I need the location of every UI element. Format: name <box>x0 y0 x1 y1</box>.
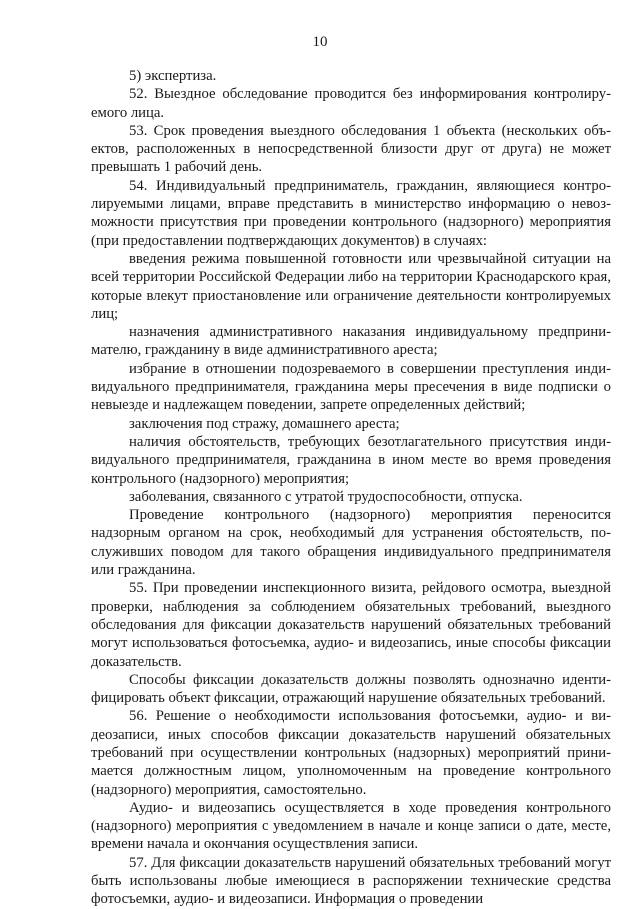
paragraph-55: 55. При проведении инспекционного визита, рейдового осмотра, выездной проверки, наблюдения за соблюдением обязательных требований, выездного обследования для фиксации доказательств нарушений обязательных требований могут использоваться фотосъемка, аудио- и видеозапись, иные способы фиксации доказательств. <box>91 580 611 670</box>
paragraph-54-case-urgent-presence: наличия обстоятельств, требующих безотлагательного присутствия индивидуального предпринимателя, гражданина в ином месте во время проведения контрольного (надзорного) мероприятия; <box>91 433 611 487</box>
paragraph-53: 53. Срок проведения выездного обследования 1 объекта (нескольких объектов, расположенных в непосредственной близости друг от друга) не может превышать 1 рабочий день. <box>91 122 611 176</box>
paragraph-54-postponement: Проведение контрольного (надзорного) мероприятия переносится надзорным органом на срок, необходимый для устранения обстоятельств, послуживших поводом для такого обращения индивидуального предпринимателя или гражданина. <box>91 507 611 579</box>
paragraph-55-methods: Способы фиксации доказательств должны позволять однозначно идентифицировать объект фиксации, отражающий нарушение обязательных требований. <box>91 671 611 707</box>
paragraph-56-recording: Аудио- и видеозапись осуществляется в ходе проведения контрольного (надзорного) мероприятия с уведомлением в начале и конце записи о дате, месте, времени начала и окончания осуществления записи. <box>91 799 611 853</box>
paragraph-54-case-emergency: введения режима повышенной готовности или чрезвычайной ситуации на всей территории Российской Федерации либо на территории Краснодарского края, которые влекут приостановление или ограничение деятельности контролируемых лиц; <box>91 250 611 322</box>
document-body <box>91 67 611 909</box>
page-number: 10 <box>312 34 328 50</box>
paragraph-52: 52. Выездное обследование проводится без информирования контролируемого лица. <box>91 86 611 121</box>
paragraph-54-case-arrest: назначения административного наказания индивидуальному предпринимателю, гражданину в виде административного ареста; <box>91 324 611 359</box>
paragraph-54-case-illness: заболевания, связанного с утратой трудоспособности, отпуска. <box>129 488 523 505</box>
paragraph-57: 57. Для фиксации доказательств нарушений обязательных требований могут быть использованы любые имеющиеся в распоряжении технические средства фотосъемки, аудио- и видеозаписи. Информация о проведении <box>91 854 611 908</box>
paragraph-54-case-custody: заключения под стражу, домашнего ареста; <box>129 415 400 432</box>
paragraph-56: 56. Решение о необходимости использования фотосъемки, аудио- и видеозаписи, иных способов фиксации доказательств нарушений обязательных требований при осуществлении контрольных (надзорных) мероприятий принимается должностным лицом, уполномоченным на проведение контрольного (надзорного) мероприятия, самостоятельно. <box>91 708 611 798</box>
paragraph-54-case-preventive-measure: избрание в отношении подозреваемого в совершении преступления индивидуального предпринимателя, гражданина меры пресечения в виде подписки о невыезде и надлежащем поведении, запрете определенных действий; <box>91 360 611 414</box>
paragraph-54: 54. Индивидуальный предприниматель, гражданин, являющиеся контролируемыми лицами, вправе представить в министерство информацию о невозможности присутствия при проведении контрольного (надзорного) мероприятия (при предоставлении подтверждающих документов) в случаях: <box>91 177 611 249</box>
paragraph-item-5: 5) экспертиза. <box>129 68 217 84</box>
